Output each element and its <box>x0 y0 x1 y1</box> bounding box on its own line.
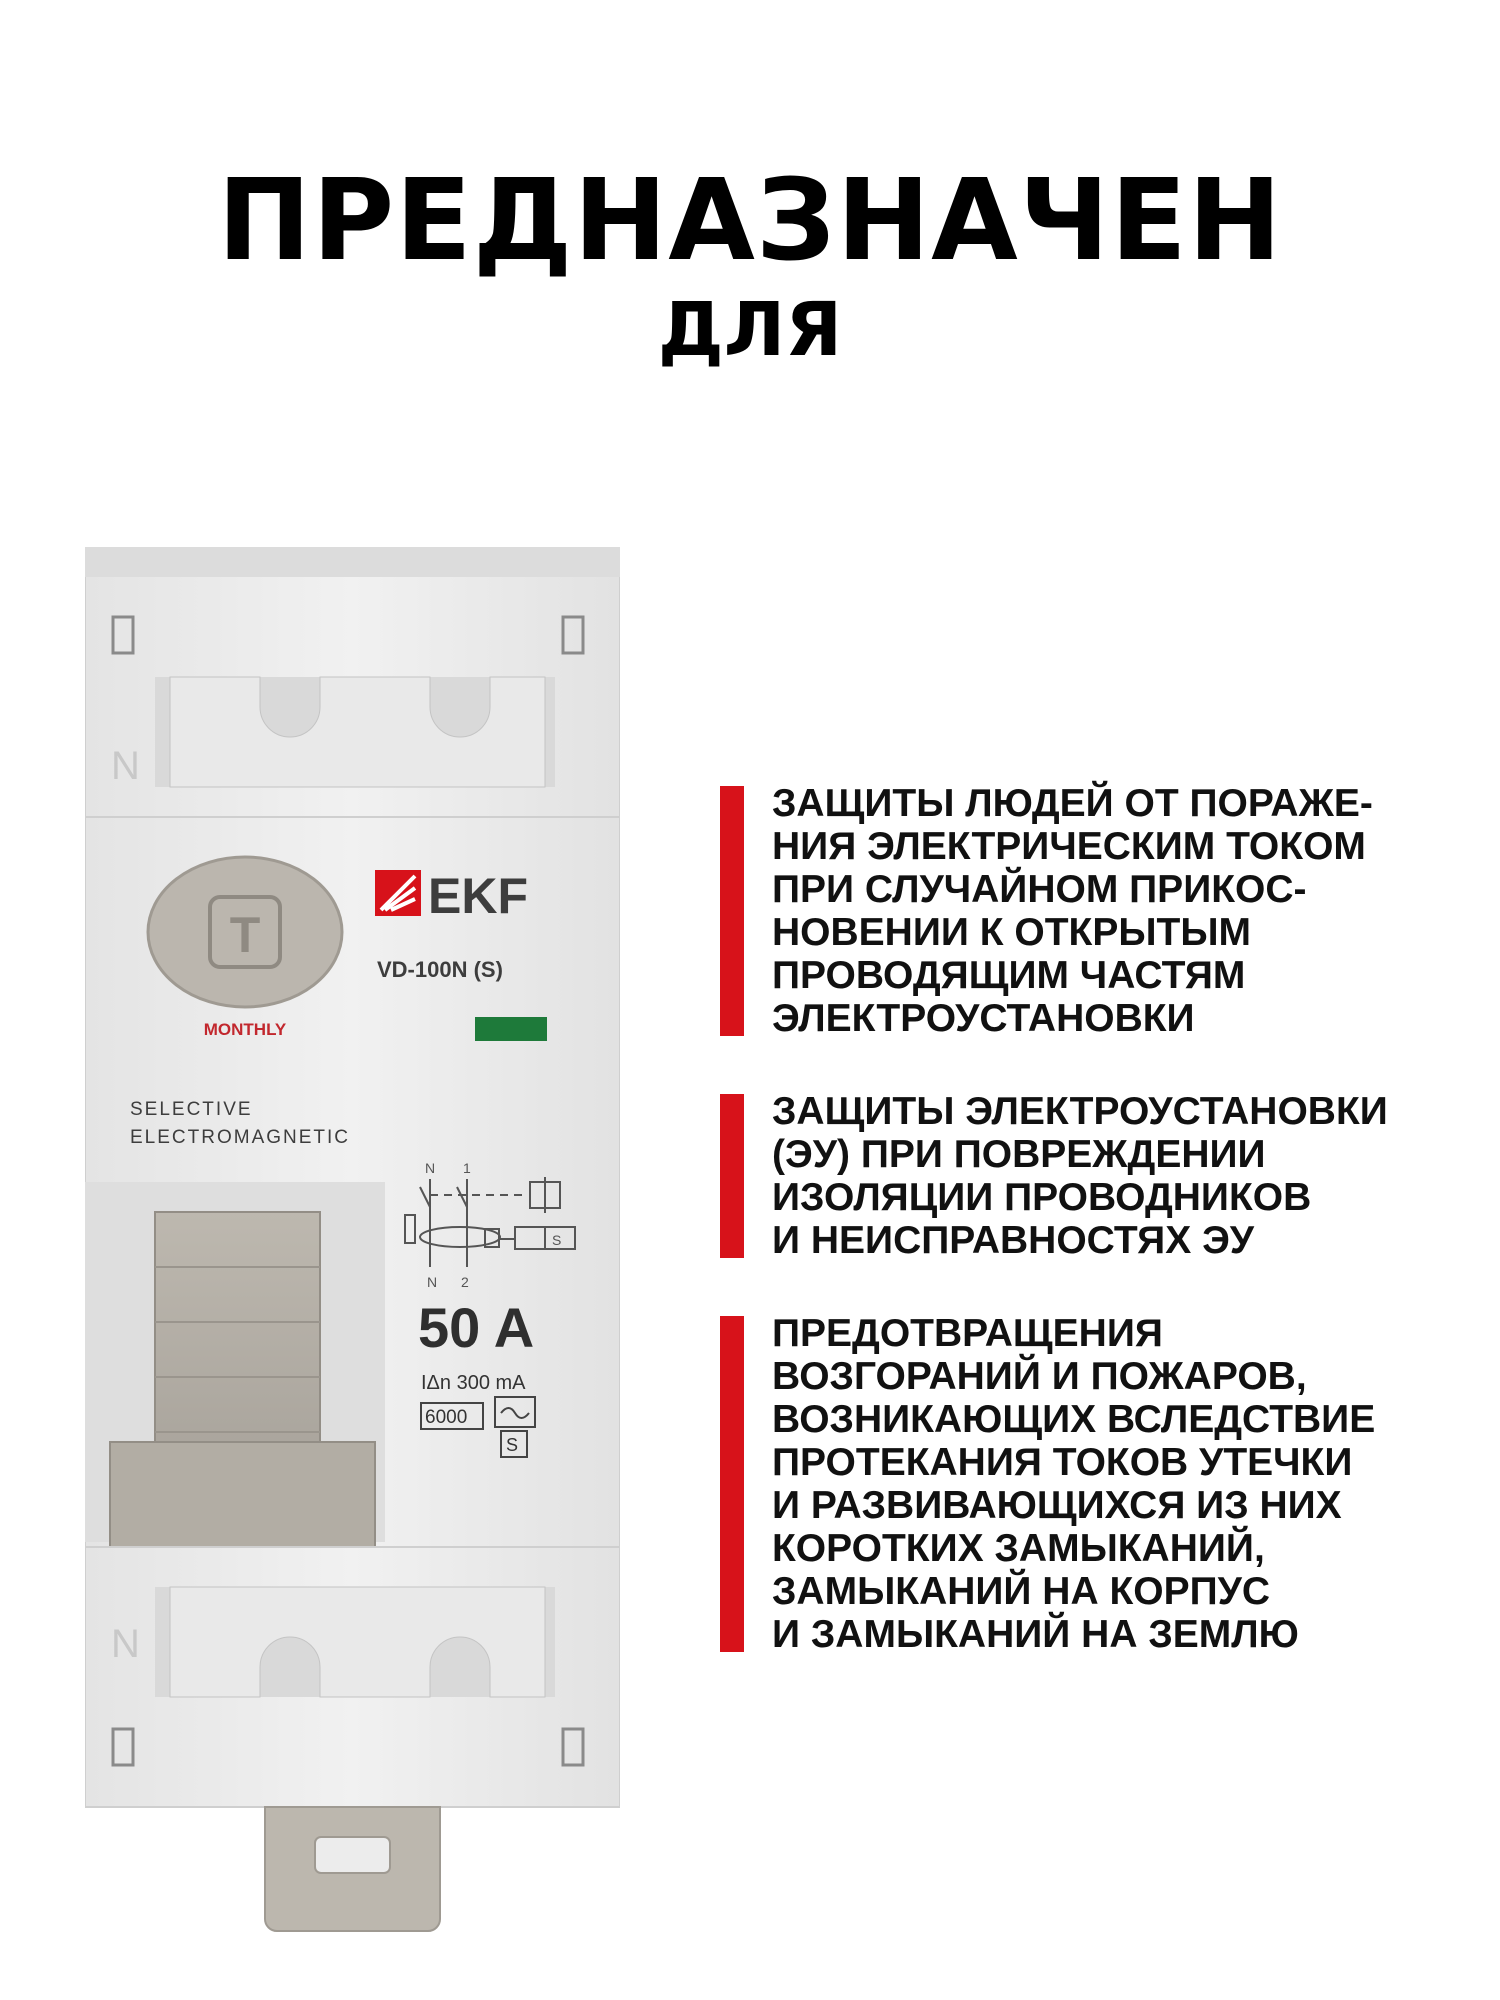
schematic-n-top: N <box>425 1160 436 1176</box>
line: И РАЗВИВАЮЩИХСЯ ИЗ НИХ <box>772 1484 1342 1527</box>
line: И ЗАМЫКАНИЙ НА ЗЕМЛЮ <box>772 1613 1299 1656</box>
status-indicator <box>475 1017 547 1041</box>
purpose-item-2 <box>720 1090 1480 1262</box>
line: И НЕИСПРАВНОСТЯХ ЭУ <box>772 1219 1255 1262</box>
red-bar <box>720 786 744 1036</box>
headline-line-2: ДЛЯ <box>657 287 843 373</box>
red-bar <box>720 1094 744 1258</box>
line: ПРИ СЛУЧАЙНОМ ПРИКОС- <box>772 868 1307 911</box>
rcd-device-image <box>85 547 620 1942</box>
s-mark: S <box>506 1435 519 1455</box>
red-bar <box>720 1316 744 1652</box>
purpose-item-1 <box>720 782 1480 1040</box>
line: ПРОТЕКАНИЯ ТОКОВ УТЕЧКИ <box>772 1441 1353 1484</box>
brand-name: EKF <box>428 868 528 924</box>
neutral-mark-top: N <box>111 744 140 788</box>
line: ПРОВОДЯЩИМ ЧАСТЯМ <box>772 954 1246 997</box>
line: ИЗОЛЯЦИИ ПРОВОДНИКОВ <box>772 1176 1312 1219</box>
line: ЗАЩИТЫ ЛЮДЕЙ ОТ ПОРАЖЕ- <box>772 782 1373 825</box>
leakage-rating: IΔn 300 mA <box>421 1372 526 1394</box>
monthly-label: MONTHLY <box>203 1020 287 1039</box>
line: ВОЗГОРАНИЙ И ПОЖАРОВ, <box>772 1355 1307 1398</box>
line: ЗАМЫКАНИЙ НА КОРПУС <box>772 1570 1271 1613</box>
test-button-label: T <box>229 907 261 963</box>
line: ПРЕДОТВРАЩЕНИЯ <box>772 1312 1163 1355</box>
ekf-logo <box>375 868 528 924</box>
breaking-capacity: 6000 <box>425 1407 468 1428</box>
type-line-1: SELECTIVE <box>130 1099 253 1120</box>
purpose-item-3 <box>720 1312 1480 1656</box>
line: ЗАЩИТЫ ЭЛЕКТРОУСТАНОВКИ <box>772 1090 1388 1133</box>
headline <box>0 156 1500 373</box>
current-rating: 50 A <box>418 1296 535 1359</box>
schematic-2: 2 <box>461 1274 469 1290</box>
schematic-n-bottom: N <box>427 1274 438 1290</box>
line: НИЯ ЭЛЕКТРИЧЕСКИМ ТОКОМ <box>772 825 1366 868</box>
line: (ЭУ) ПРИ ПОВРЕЖДЕНИИ <box>772 1133 1266 1176</box>
line: КОРОТКИХ ЗАМЫКАНИЙ, <box>772 1527 1265 1570</box>
line: НОВЕНИИ К ОТКРЫТЫМ <box>772 911 1252 954</box>
purpose-list <box>720 782 1480 1706</box>
type-line-2: ELECTROMAGNETIC <box>130 1127 351 1148</box>
model-label: VD-100N (S) <box>377 957 503 982</box>
neutral-mark-bottom: N <box>111 1622 140 1666</box>
line: ВОЗНИКАЮЩИХ ВСЛЕДСТВИЕ <box>772 1398 1376 1441</box>
headline-line-1: ПРЕДНАЗНАЧЕН <box>217 156 1283 286</box>
schematic-1: 1 <box>463 1160 471 1176</box>
schematic-s: S <box>552 1232 562 1248</box>
line: ЭЛЕКТРОУСТАНОВКИ <box>772 997 1195 1040</box>
